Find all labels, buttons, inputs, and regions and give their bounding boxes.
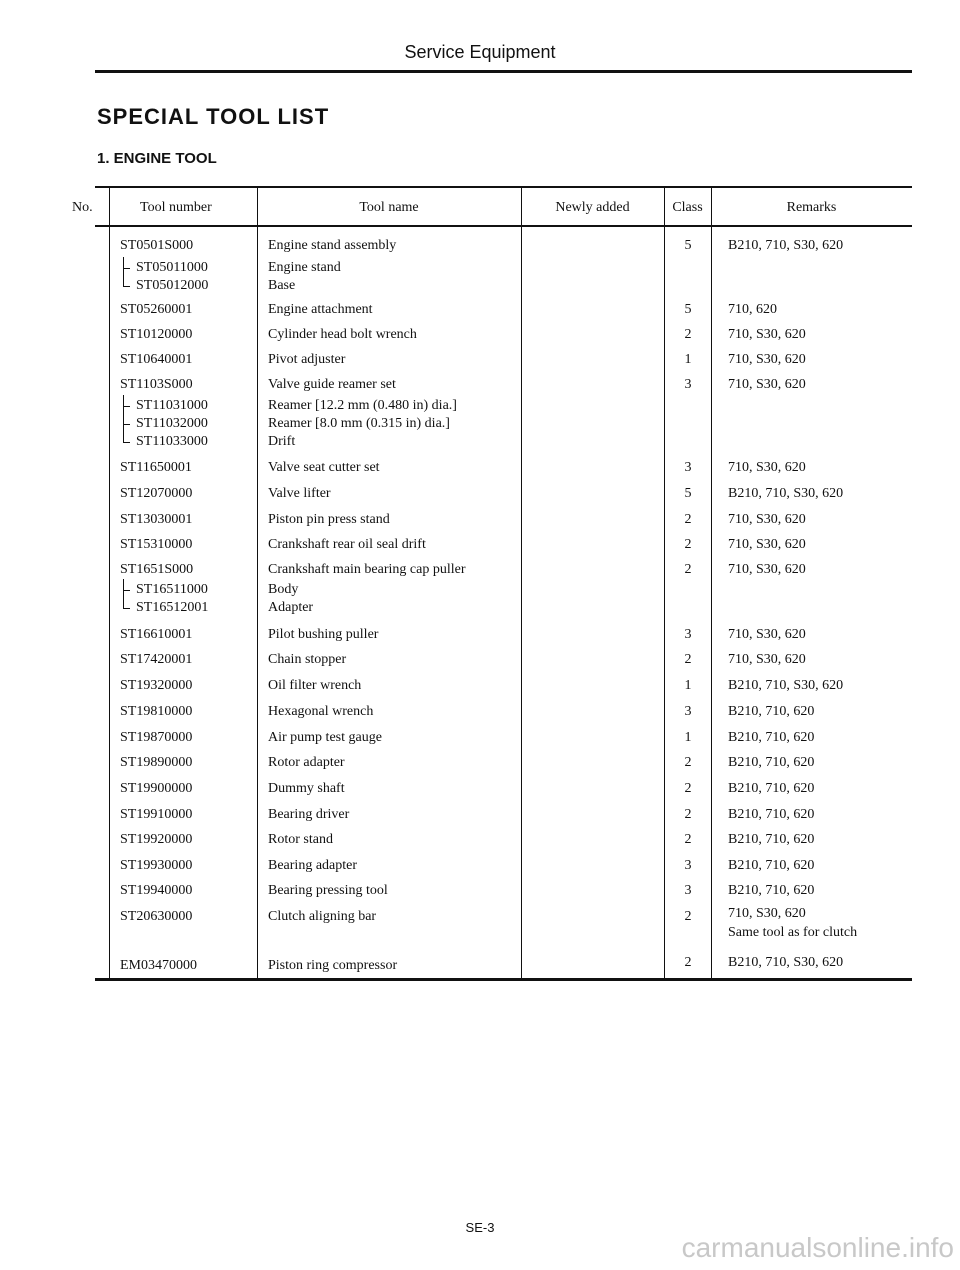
tool-name: Rotor stand	[268, 832, 333, 847]
tool-number: ST11033000	[136, 434, 208, 449]
tool-remarks: B210, 710, 620	[728, 730, 815, 745]
tool-remarks: 710, S30, 620	[728, 562, 806, 577]
tool-remarks: B210, 710, 620	[728, 781, 815, 796]
tool-number: ST19870000	[120, 730, 193, 745]
header-remarks: Remarks	[786, 200, 837, 215]
tool-remarks: B210, 710, S30, 620	[728, 955, 844, 970]
tool-name: Engine attachment	[268, 302, 373, 317]
tool-remarks: B210, 710, S30, 620	[728, 678, 844, 693]
tool-class: 1	[684, 678, 692, 693]
tool-name: Body	[268, 582, 299, 597]
tool-number: ST0501S000	[120, 238, 194, 253]
column-divider	[257, 186, 258, 978]
table-top-rule	[95, 186, 912, 188]
tool-name: Crankshaft rear oil seal drift	[268, 537, 426, 552]
tool-name: Piston ring compressor	[268, 958, 398, 973]
tool-class: 2	[684, 537, 692, 552]
tool-class: 3	[684, 377, 692, 392]
tool-remarks: B210, 710, 620	[728, 832, 815, 847]
tool-name: Oil filter wrench	[268, 678, 362, 693]
bracket-connector	[123, 590, 130, 591]
tool-name: Valve seat cutter set	[268, 460, 380, 475]
tool-number: ST16512001	[136, 600, 209, 615]
tool-number: ST12070000	[120, 486, 193, 501]
tool-number: ST19890000	[120, 755, 193, 770]
tool-name: Rotor adapter	[268, 755, 345, 770]
tool-name: Bearing pressing tool	[268, 883, 388, 898]
tool-number: ST16610001	[120, 627, 193, 642]
tool-class: 3	[684, 858, 692, 873]
tool-name: Reamer [8.0 mm (0.315 in) dia.]	[268, 416, 450, 431]
tool-remarks: B210, 710, S30, 620	[728, 486, 844, 501]
tool-number: ST16511000	[136, 582, 208, 597]
bracket-connector	[123, 257, 124, 287]
tool-name: Piston pin press stand	[268, 512, 390, 527]
bracket-connector	[123, 424, 130, 425]
tool-remarks: 710, S30, 620	[728, 537, 806, 552]
tool-number: ST05012000	[136, 278, 209, 293]
header-rule	[95, 70, 912, 73]
tool-class: 5	[684, 238, 692, 253]
tool-name: Pivot adjuster	[268, 352, 346, 367]
tool-class: 2	[684, 755, 692, 770]
tool-name: Valve lifter	[268, 486, 331, 501]
tool-class: 5	[684, 486, 692, 501]
tool-remarks: B210, 710, 620	[728, 883, 815, 898]
tool-class: 3	[684, 704, 692, 719]
tool-number: ST13030001	[120, 512, 193, 527]
tool-name: Bearing driver	[268, 807, 350, 822]
tool-name: Reamer [12.2 mm (0.480 in) dia.]	[268, 398, 457, 413]
header-tool-name: Tool name	[359, 200, 419, 215]
tool-name: Valve guide reamer set	[268, 377, 396, 392]
tool-remarks: 710, S30, 620	[728, 652, 806, 667]
tool-name: Engine stand assembly	[268, 238, 397, 253]
tool-name: Dummy shaft	[268, 781, 345, 796]
tool-remarks: B210, 710, 620	[728, 704, 815, 719]
tool-name: Clutch aligning bar	[268, 909, 377, 924]
bracket-connector	[123, 608, 130, 609]
tool-name: Base	[268, 278, 296, 293]
tool-number: ST17420001	[120, 652, 193, 667]
bracket-connector	[123, 268, 130, 269]
tool-number: ST1103S000	[120, 377, 193, 392]
tool-remarks: 710, S30, 620	[728, 460, 806, 475]
tool-class: 1	[684, 730, 692, 745]
bracket-connector	[123, 406, 130, 407]
tool-name: Air pump test gauge	[268, 730, 382, 745]
tool-name: Drift	[268, 434, 296, 449]
tool-remarks-note: Same tool as for clutch	[728, 925, 858, 940]
tool-remarks: 710, S30, 620	[728, 352, 806, 367]
tool-class: 2	[684, 562, 692, 577]
table-bottom-rule	[95, 978, 912, 981]
section-title: 1. ENGINE TOOL	[97, 150, 217, 167]
tool-number: ST19930000	[120, 858, 193, 873]
tool-remarks: 710, 620	[728, 302, 777, 317]
column-divider	[109, 186, 110, 978]
tool-remarks: B210, 710, 620	[728, 858, 815, 873]
tool-number: ST15310000	[120, 537, 193, 552]
tool-name: Cylinder head bolt wrench	[268, 327, 417, 342]
tool-number: ST19320000	[120, 678, 193, 693]
tool-number: ST1651S000	[120, 562, 194, 577]
tool-class: 3	[684, 883, 692, 898]
column-divider	[664, 186, 665, 978]
page-title: SPECIAL TOOL LIST	[97, 104, 330, 129]
tool-name: Engine stand	[268, 260, 341, 275]
tool-number: ST19810000	[120, 704, 193, 719]
bracket-connector	[123, 442, 130, 443]
tool-remarks: 710, S30, 620	[728, 377, 806, 392]
tool-number: ST19900000	[120, 781, 193, 796]
tool-number: ST19920000	[120, 832, 193, 847]
tool-number: ST05011000	[136, 260, 208, 275]
column-divider	[711, 186, 712, 978]
tool-name: Hexagonal wrench	[268, 704, 374, 719]
page-header-title: Service Equipment	[404, 42, 556, 62]
column-divider	[521, 186, 522, 978]
page-number: SE-3	[465, 1220, 495, 1235]
tool-remarks: 710, S30, 620	[728, 327, 806, 342]
tool-class: 3	[684, 627, 692, 642]
tool-number: ST10120000	[120, 327, 193, 342]
bracket-connector	[123, 579, 124, 609]
tool-name: Adapter	[268, 600, 314, 615]
tool-class: 2	[684, 652, 692, 667]
header-newly-added: Newly added	[555, 200, 630, 215]
tool-class: 2	[684, 832, 692, 847]
header-no: No.	[72, 200, 93, 215]
tool-name: Crankshaft main bearing cap puller	[268, 562, 466, 577]
tool-remarks: B210, 710, 620	[728, 755, 815, 770]
table-header-rule	[95, 225, 912, 227]
tool-number: ST11650001	[120, 460, 192, 475]
tool-number: ST11032000	[136, 416, 208, 431]
tool-class: 2	[684, 327, 692, 342]
header-class: Class	[672, 200, 703, 215]
tool-remarks: B210, 710, S30, 620	[728, 238, 844, 253]
tool-name: Chain stopper	[268, 652, 347, 667]
tool-remarks: 710, S30, 620	[728, 906, 806, 921]
tool-number: ST11031000	[136, 398, 208, 413]
tool-class: 1	[684, 352, 692, 367]
tool-class: 2	[684, 955, 692, 970]
bracket-connector	[123, 395, 124, 443]
tool-number: ST19940000	[120, 883, 193, 898]
tool-class: 3	[684, 460, 692, 475]
tool-remarks: 710, S30, 620	[728, 627, 806, 642]
tool-name: Pilot bushing puller	[268, 627, 379, 642]
bracket-connector	[123, 286, 130, 287]
tool-name: Bearing adapter	[268, 858, 358, 873]
tool-class: 2	[684, 909, 692, 924]
tool-number: ST19910000	[120, 807, 193, 822]
tool-class: 5	[684, 302, 692, 317]
tool-number: ST10640001	[120, 352, 193, 367]
tool-remarks: B210, 710, 620	[728, 807, 815, 822]
tool-number: ST05260001	[120, 302, 193, 317]
tool-class: 2	[684, 512, 692, 527]
tool-number: EM03470000	[120, 958, 197, 973]
tool-remarks: 710, S30, 620	[728, 512, 806, 527]
tool-number: ST20630000	[120, 909, 193, 924]
tool-class: 2	[684, 807, 692, 822]
header-tool-number: Tool number	[140, 200, 212, 215]
watermark: carmanualsonline.info	[681, 1232, 954, 1263]
tool-class: 2	[684, 781, 692, 796]
